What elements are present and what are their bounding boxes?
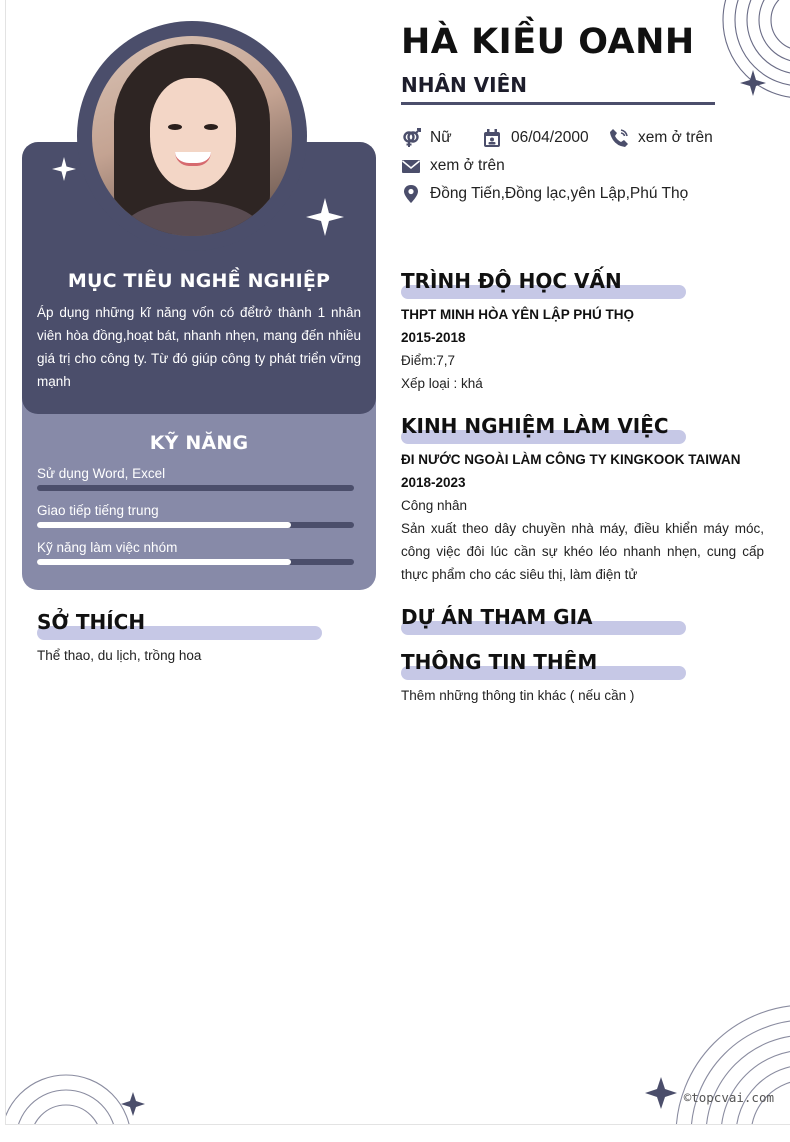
watermark: ©topcvai.com [683,1090,774,1105]
gender-value: Nữ [430,129,452,146]
contact-birthday [482,128,589,148]
skill-bar [37,485,354,491]
extra-title: THÔNG TIN THÊM [401,650,598,674]
envelope-icon [401,156,421,176]
contact-email [401,156,505,176]
decorative-arcs-top-right [706,0,790,110]
projects-title: DỰ ÁN THAM GIA [401,605,593,629]
candidate-role: NHÂN VIÊN [401,73,527,97]
education-title: TRÌNH ĐỘ HỌC VẤN [401,269,622,293]
skill-bar [37,559,354,565]
school-name: THPT MINH HÒA YÊN LẬP PHÚ THỌ [401,307,635,322]
experience-years: 2018-2023 [401,475,466,490]
skill-item [37,540,354,565]
experience-company: ĐI NƯỚC NGOÀI LÀM CÔNG TY KINGKOOK TAIWAN [401,452,741,467]
extra-heading [401,650,686,680]
divider [401,102,715,105]
skill-label: Sử dụng Word, Excel [37,466,166,481]
avatar [92,36,292,236]
calendar-icon [482,128,502,148]
hobbies-title: SỞ THÍCH [37,610,146,634]
gender-icon [401,128,421,148]
skill-item [37,466,354,491]
decorative-arcs-bottom-left [6,1060,156,1125]
experience-title: KINH NGHIỆM LÀM VIỆC [401,414,669,438]
contact-address [401,184,688,204]
education-years: 2015-2018 [401,330,466,345]
address-value: Đồng Tiến,Đồng lạc,yên Lập,Phú Thọ [430,185,689,202]
objective-text: Áp dụng những kĩ năng vốn có đểtrở thành 1 nhân viên hòa đồng,hoạt bát, nhanh nhẹn, mang đến nhiều giá trị cho công ty. Từ đó giúp công ty phát triển vững mạnh [37,305,361,389]
experience-heading [401,414,686,444]
phone-icon [609,128,629,148]
skill-bar [37,522,354,528]
skill-label: Kỹ năng làm việc nhóm [37,540,178,555]
education-heading [401,269,686,299]
hobbies-text: Thể thao, du lịch, trồng hoa [37,648,202,663]
birthday-value: 06/04/2000 [511,129,589,146]
education-rank: Xếp loại : khá [401,376,483,391]
email-value: xem ở trên [430,157,505,174]
experience-position: Công nhân [401,498,468,513]
contact-gender [401,128,452,148]
phone-value: xem ở trên [638,129,713,146]
candidate-name: HÀ KIỀU OANH [401,22,695,62]
skill-item [37,503,354,528]
contact-phone [609,128,713,148]
skills-title: KỸ NĂNG [149,432,249,454]
projects-heading [401,605,686,635]
cv-page [5,0,790,1125]
education-score: Điểm:7,7 [401,353,456,368]
experience-description: Sản xuất theo dây chuyền nhà máy, điều khiển máy móc, công việc đôi lúc cần sự khéo léo nhanh nhẹn, cung cấp thực phẩm cho các siêu thị, làm điện tử [401,521,764,582]
location-pin-icon [401,184,421,204]
hobbies-heading [37,610,322,640]
skill-label: Giao tiếp tiếng trung [37,503,159,518]
extra-text: Thêm những thông tin khác ( nếu cần ) [401,688,635,703]
objective-title: MỤC TIÊU NGHỀ NGHIỆP [67,270,331,292]
